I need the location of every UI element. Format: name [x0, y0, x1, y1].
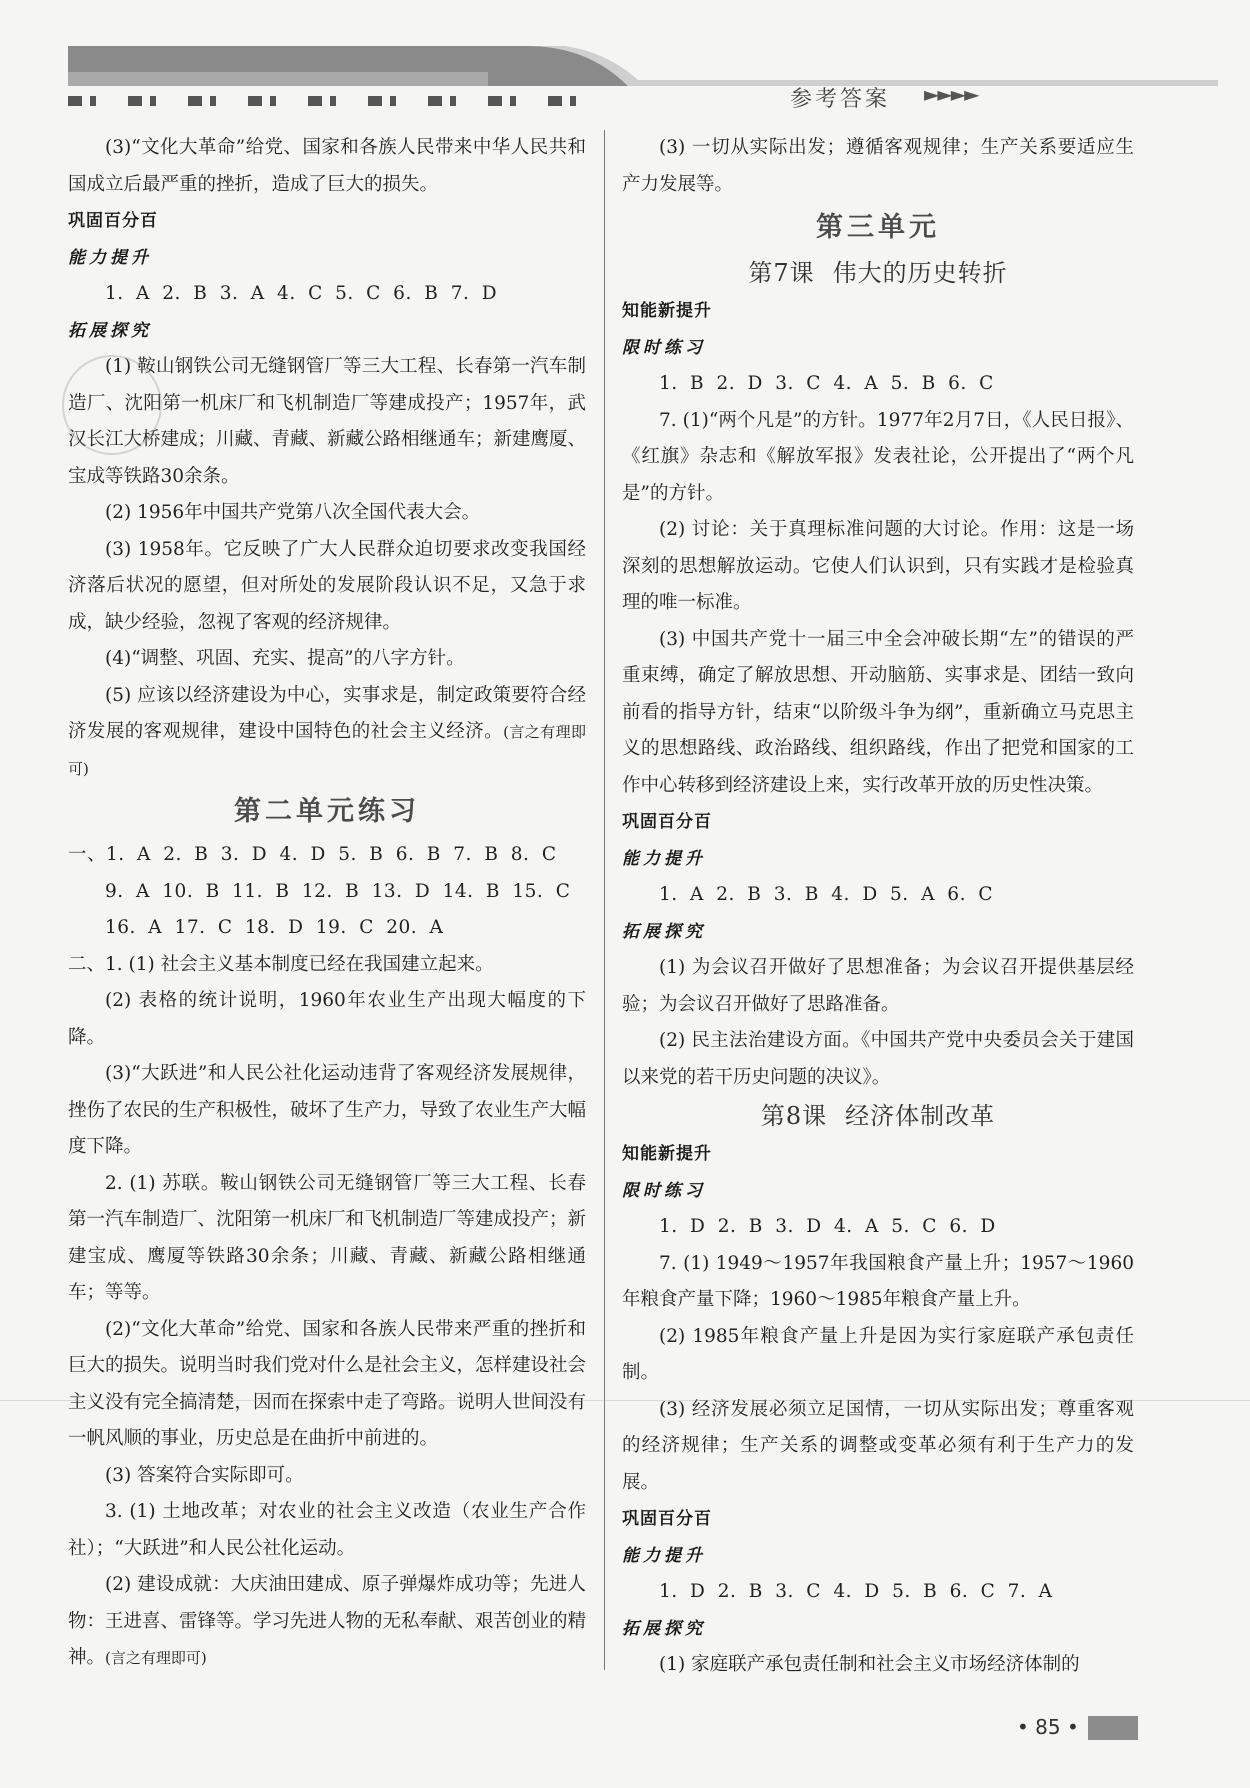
- paragraph: (2) 1956年中国共产党第八次全国代表大会。: [105, 502, 481, 523]
- paragraph: (2) 表格的统计说明，1960年农业生产出现大幅度的下降。: [68, 990, 586, 1048]
- section-tag-gonggu: 巩固百分百: [622, 1509, 712, 1529]
- section-tag-tuozhan: 拓展探究: [622, 921, 706, 942]
- section-tag-nengli: 能力提升: [68, 247, 152, 268]
- section-tag-zhineng: 知能新提升: [622, 1144, 712, 1164]
- answer-line: 16. A 17. C 18. D 19. C 20. A: [105, 917, 444, 938]
- paragraph: (2) 民主法治建设方面。《中国共产党中央委员会关于建国以来党的若干历史问题的决议》。: [622, 1030, 1134, 1088]
- lesson-number: 第7课: [748, 259, 815, 287]
- paragraph: (3) 答案符合实际即可。: [105, 1464, 304, 1486]
- header-title: 参考答案: [790, 87, 891, 112]
- lesson-title: [622, 253, 1134, 293]
- scan-line: [0, 1400, 1250, 1401]
- lesson-name: 伟大的历史转折: [832, 259, 1008, 287]
- right-column: [622, 130, 1134, 1684]
- paragraph: (3) 中国共产党十一届三中全会冲破长期“左”的错误的严重束缚，确定了解放思想、开动脑筋、实事求是、团结一致向前看的指导方针，结束“以阶级斗争为纲”，重新确立马克思主义的思想路线、政治路线、组织路线，作出了把党和国家的工作中心转移到经济建设上来，实行改革开放的历史性决策。: [622, 628, 1134, 796]
- page-number: • 85 •: [1017, 1715, 1079, 1739]
- answer-line: 1. A 2. B 3. B 4. D 5. A 6. C: [659, 884, 993, 905]
- paragraph: (2)“文化大革命”给党、国家和各族人民带来严重的挫折和巨大的损失。说明当时我们党对什么是社会主义，怎样建设社会主义没有完全搞清楚，因而在探索中走了弯路。说明人世间没有一帆风顺的事业，历史总是在曲折中前进的。: [68, 1318, 587, 1449]
- paragraph: 二、1. (1) 社会主义基本制度已经在我国建立起来。: [68, 953, 494, 975]
- answer-line: 1. D 2. B 3. D 4. A 5. C 6. D: [659, 1216, 996, 1237]
- answer-line: 一、1. A 2. B 3. D 4. D 5. B 6. B 7. B 8. C: [68, 844, 557, 865]
- paragraph: 2. (1) 苏联。鞍山钢铁公司无缝钢管厂等三大工程、长春第一汽车制造厂、沈阳第一机床厂和飞机制造厂等建成投产；新建宝成、鹰厦等铁路30余条；川藏、青藏、新藏公路相继通车；等等。: [68, 1172, 587, 1303]
- paragraph-text: (5) 应该以经济建设为中心，实事求是，制定政策要符合经济发展的客观规律，建设中国特色的社会主义经济。: [68, 684, 586, 742]
- paragraph: (1) 为会议召开做好了思想准备；为会议召开提供基层经验；为会议召开做好了思路准备。: [622, 957, 1134, 1015]
- section-tag-gonggu: 巩固百分百: [622, 812, 712, 832]
- lesson-title: [622, 1096, 1134, 1136]
- section-tag-nengli: 能力提升: [622, 1545, 706, 1566]
- paragraph: (3) 1958年。它反映了广大人民群众迫切要求改变我国经济落后状况的愿望，但对所处的发展阶段认识不足，又急于求成，缺少经验，忽视了客观的经济规律。: [68, 538, 586, 633]
- answer-line: 1. A 2. B 3. A 4. C 5. C 6. B 7. D: [105, 283, 498, 304]
- paragraph: (3)“大跃进”和人民公社化运动违背了客观经济发展规律，挫伤了农民的生产积极性，破坏了生产力，导致了农业生产大幅度下降。: [68, 1063, 587, 1157]
- lesson-name: 经济体制改革: [845, 1102, 996, 1130]
- note: (言之有理即可): [105, 1649, 207, 1667]
- paragraph: (3)“文化大革命”给党、国家和各族人民带来中华人民共和国成立后最严重的挫折，造成了巨大的损失。: [68, 137, 586, 195]
- section-tag-xianshi: 限时练习: [622, 337, 706, 358]
- paragraph: 7. (1) 1949～1957年我国粮食产量上升；1957～1960年粮食产量下降；1960～1985年粮食产量上升。: [622, 1252, 1134, 1310]
- section-tag-zhineng: 知能新提升: [622, 301, 712, 321]
- left-column: [68, 130, 586, 1677]
- paragraph: (1) 家庭联产承包责任制和社会主义市场经济体制的: [659, 1654, 1080, 1675]
- paragraph: (3) 经济发展必须立足国情，一切从实际出发；尊重客观的经济规律；生产关系的调整或变革必须有利于生产力的发展。: [622, 1398, 1134, 1493]
- paragraph: [68, 1567, 586, 1677]
- section-tag-xianshi: 限时练习: [622, 1180, 706, 1201]
- section-tag-gonggu: 巩固百分百: [68, 211, 158, 231]
- paragraph: (2) 1985年粮食产量上升是因为实行家庭联产承包责任制。: [622, 1325, 1134, 1383]
- unit-title: 第二单元练习: [234, 796, 420, 827]
- lesson-number: 第8课: [760, 1102, 828, 1130]
- paragraph: 3. (1) 土地改革；对农业的社会主义改造（农业生产合作社）；“大跃进”和人民公社化运动。: [68, 1501, 586, 1559]
- page-number-block: [1088, 1716, 1138, 1740]
- header-arrows-icon: ►►►►: [924, 82, 978, 106]
- paragraph: [68, 678, 586, 788]
- paragraph: 7. (1)“两个凡是”的方针。1977年2月7日，《人民日报》、《红旗》杂志和《解放军报》发表社论，公开提出了“两个凡是”的方针。: [622, 409, 1134, 504]
- section-tag-tuozhan: 拓展探究: [68, 320, 152, 341]
- unit-title: 第三单元: [816, 212, 940, 243]
- header-dashes: [68, 96, 588, 106]
- answer-line: 1. D 2. B 3. C 4. D 5. B 6. C 7. A: [659, 1581, 1053, 1602]
- header-band: [68, 46, 1218, 86]
- paragraph: (4)“调整、巩固、充实、提高”的八字方针。: [105, 648, 465, 669]
- section-tag-tuozhan: 拓展探究: [622, 1618, 706, 1639]
- answer-line: 1. B 2. D 3. C 4. A 5. B 6. C: [659, 373, 994, 394]
- section-tag-nengli: 能力提升: [622, 848, 706, 869]
- note: (言之有理即可): [68, 723, 586, 778]
- paragraph: (2) 讨论：关于真理标准问题的大讨论。作用：这是一场深刻的思想解放运动。它使人们认识到，只有实践才是检验真理的唯一标准。: [622, 519, 1134, 613]
- paragraph: (1) 鞍山钢铁公司无缝钢管厂等三大工程、长春第一汽车制造厂、沈阳第一机床厂和飞机制造厂等建成投产；1957年，武汉长江大桥建成；川藏、青藏、新藏公路相继通车；新建鹰厦、宝成等铁路30余条。: [68, 356, 587, 487]
- answer-line: 9. A 10. B 11. B 12. B 13. D 14. B 15. C: [105, 880, 571, 902]
- paragraph: (3) 一切从实际出发；遵循客观规律；生产关系要适应生产力发展等。: [622, 137, 1134, 195]
- column-divider: [604, 130, 605, 1670]
- paragraph-text: (2) 建设成就：大庆油田建成、原子弹爆炸成功等；先进人物：王进喜、雷锋等。学习先进人物的无私奉献、艰苦创业的精神。: [68, 1574, 587, 1668]
